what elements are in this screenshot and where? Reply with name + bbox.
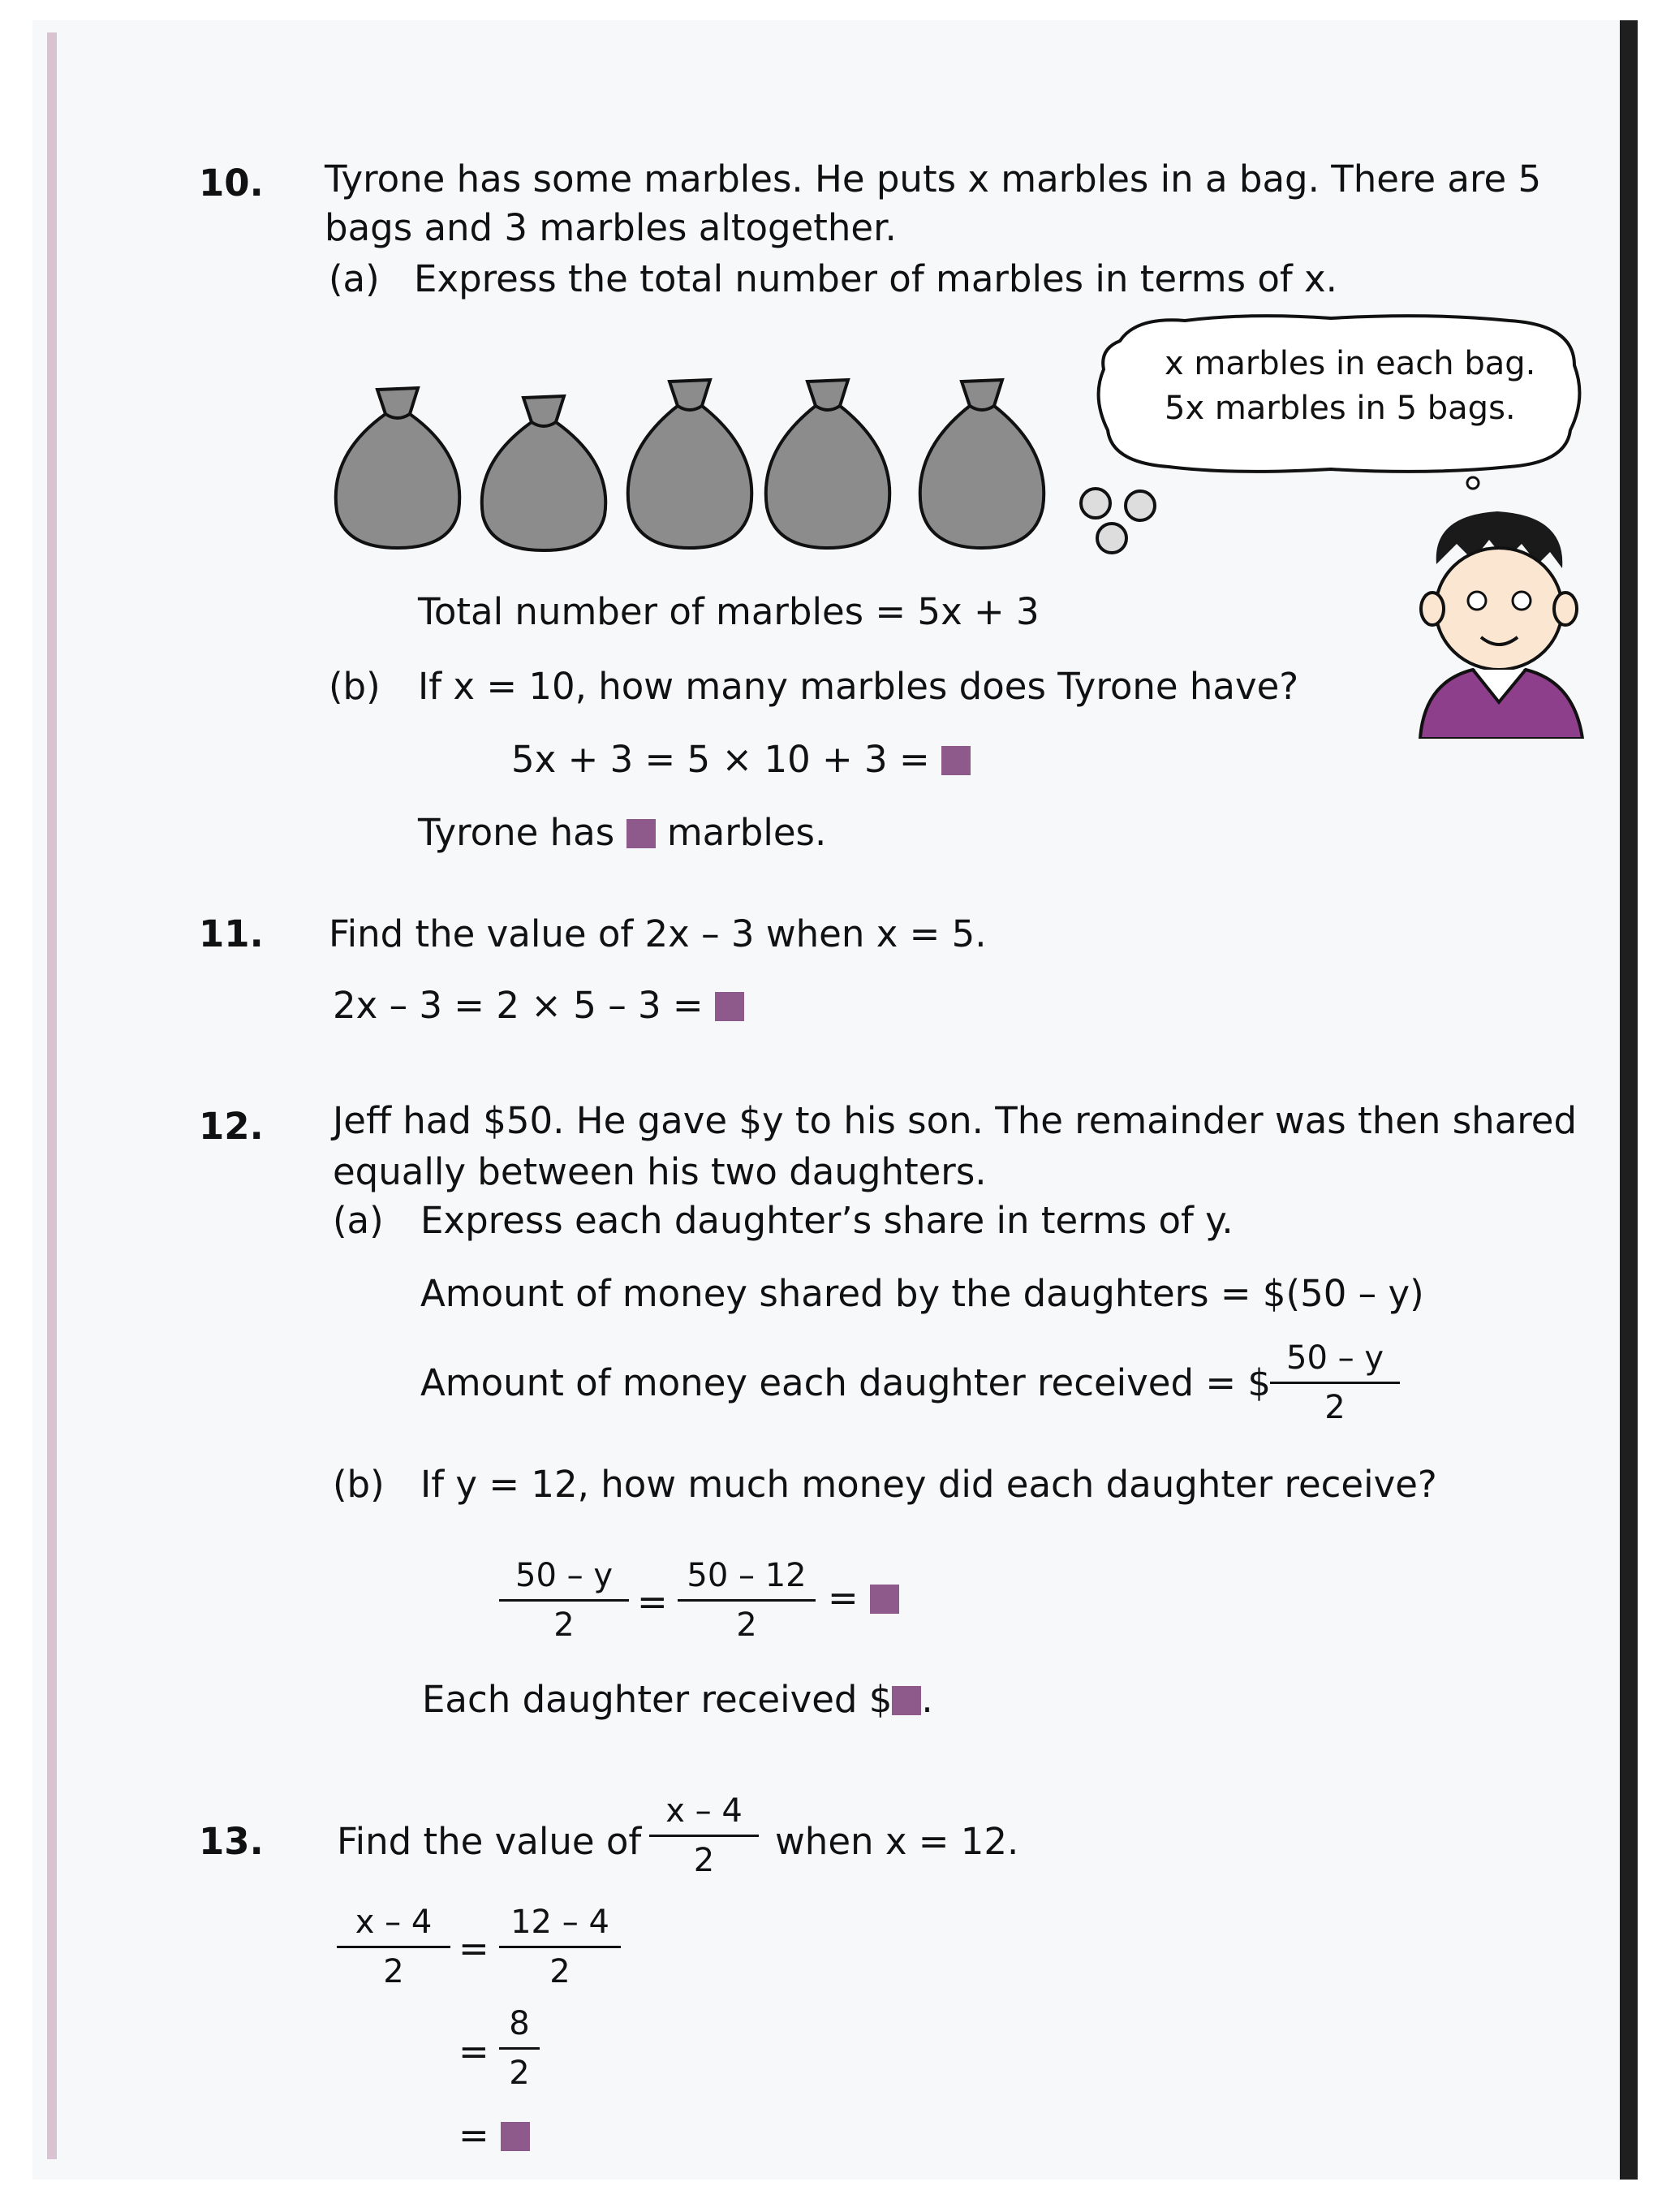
marble-bag-icon [475, 390, 613, 552]
q12-part-a-text: Express each daughter’s share in terms of y. [420, 1199, 1234, 1242]
fraction-bar [337, 1946, 450, 1948]
fraction-numerator: 50 – 12 [687, 1557, 807, 1594]
q10-answer-pre: Tyrone has [418, 811, 615, 854]
equals-sign: = [459, 1927, 489, 1970]
q10-total-line: Total number of marbles = 5x + 3 [418, 590, 1040, 633]
q11-calc [333, 985, 744, 1027]
q12-part-b-text: If y = 12, how much money did each daughter receive? [420, 1463, 1437, 1506]
q12-calc-answer [828, 1577, 899, 1619]
fraction-numerator: 50 – y [515, 1557, 613, 1594]
fraction-denominator: 2 [1324, 1389, 1346, 1426]
boy-character-icon [1408, 507, 1591, 739]
q12-each-line: Amount of money each daughter received = $ [420, 1361, 1271, 1404]
answer-box[interactable] [501, 2122, 530, 2151]
equals-sign: = [828, 1576, 859, 1619]
fraction-denominator: 2 [693, 1842, 715, 1879]
q10-answer-post: marbles. [666, 811, 827, 854]
equals-sign: = [459, 2030, 489, 2073]
answer-box[interactable] [892, 1686, 921, 1715]
fraction-denominator: 2 [383, 1953, 404, 1990]
fraction-bar [649, 1835, 759, 1837]
q10-calc [511, 739, 971, 781]
answer-box[interactable] [870, 1585, 899, 1614]
q10-part-a-text: Express the total number of marbles in terms of x. [414, 257, 1337, 300]
q10-calc-text: 5x + 3 = 5 × 10 + 3 = [511, 738, 930, 781]
q13-fraction [649, 1792, 759, 1879]
q12-number: 12. [199, 1105, 264, 1148]
q12-shared-line: Amount of money shared by the daughters = $(50 – y) [420, 1272, 1424, 1315]
equals-sign: = [459, 2114, 489, 2157]
fraction-numerator: x – 4 [665, 1792, 743, 1830]
fraction-denominator: 2 [553, 1606, 575, 1644]
q13-step1-left [337, 1904, 450, 1990]
page-edge-shadow [1620, 20, 1638, 2180]
equals-sign: = [637, 1580, 668, 1623]
fraction-bar [1270, 1382, 1400, 1384]
q10-line2: bags and 3 marbles altogether. [325, 206, 897, 249]
q12-line1: Jeff had $50. He gave $y to his son. The remainder was then shared [333, 1099, 1578, 1142]
fraction-denominator: 2 [549, 1953, 571, 1990]
q12-part-b-label: (b) [333, 1463, 385, 1506]
q11-calc-text: 2x – 3 = 2 × 5 – 3 = [333, 984, 704, 1027]
fraction-denominator: 2 [736, 1606, 757, 1644]
page-margin-rule [47, 32, 57, 2159]
marble-bag-icon [329, 382, 467, 552]
fraction-numerator: 50 – y [1286, 1339, 1384, 1377]
q12-line2: equally between his two daughters. [333, 1150, 987, 1193]
answer-box[interactable] [941, 746, 971, 775]
q13-number: 13. [199, 1820, 264, 1863]
q12-answer-post: . [921, 1678, 933, 1721]
marble-bag-icon [621, 373, 759, 552]
marble-bag-icon [913, 373, 1051, 552]
q10-answer [418, 812, 826, 854]
q10-part-a-label: (a) [329, 257, 380, 300]
fraction-numerator: x – 4 [355, 1904, 433, 1941]
thought-line2: 5x marbles in 5 bags. [1165, 390, 1516, 427]
q12-fraction-2 [678, 1557, 816, 1644]
answer-box[interactable] [715, 992, 744, 1021]
q12-part-a-label: (a) [333, 1199, 384, 1242]
q12-answer-pre: Each daughter received $ [422, 1678, 893, 1721]
q13-step1-right [499, 1904, 621, 1990]
q13-text-pre: Find the value of [337, 1820, 642, 1863]
q12-answer [422, 1679, 933, 1721]
q12-fraction-1 [499, 1557, 629, 1644]
q10-part-b-text: If x = 10, how many marbles does Tyrone have? [418, 665, 1299, 708]
q12-each-fraction [1270, 1339, 1400, 1426]
q10-part-b-label: (b) [329, 665, 381, 708]
fraction-bar [499, 1946, 621, 1948]
fraction-bar [499, 1599, 629, 1602]
q13-step2 [499, 2005, 540, 2092]
fraction-bar [678, 1599, 816, 1602]
answer-box[interactable] [626, 819, 656, 848]
marble-bag-icon [759, 373, 897, 552]
fraction-denominator: 2 [509, 2055, 530, 2092]
q11-number: 11. [199, 912, 264, 955]
fraction-numerator: 8 [509, 2005, 530, 2042]
q13-text-post: when x = 12. [775, 1820, 1019, 1863]
fraction-numerator: 12 – 4 [510, 1904, 609, 1941]
q10-line1: Tyrone has some marbles. He puts x marbles in a bag. There are 5 [325, 157, 1542, 201]
fraction-bar [499, 2047, 540, 2050]
q11-text: Find the value of 2x – 3 when x = 5. [329, 912, 987, 955]
thought-line1: x marbles in each bag. [1165, 345, 1536, 382]
q13-final [459, 2115, 530, 2157]
q10-number: 10. [199, 162, 264, 205]
